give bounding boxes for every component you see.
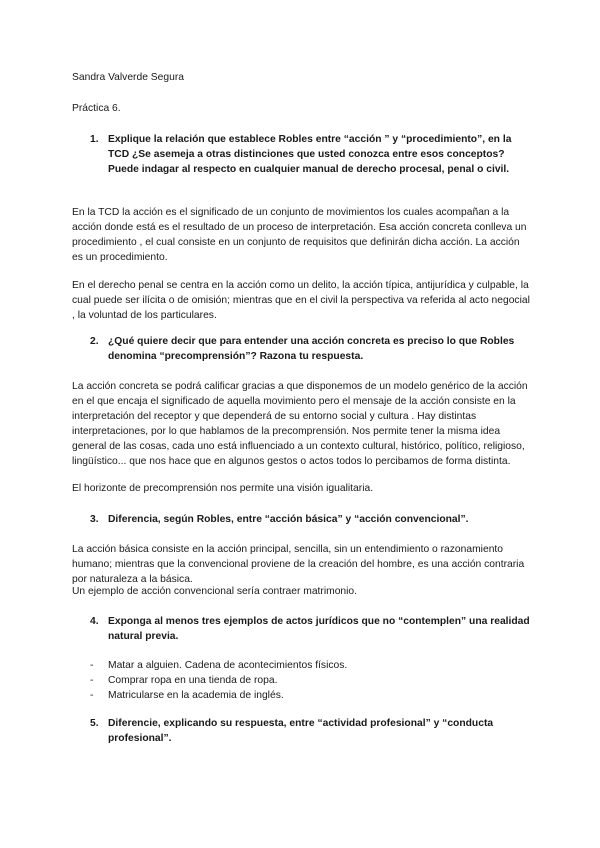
practice-title: Práctica 6. [72,103,121,114]
answer-4-list [90,658,530,703]
list-item-text: Matricularse en la academia de inglés. [108,690,284,701]
list-item [90,658,530,673]
list-item-text: Comprar ropa en una tienda de ropa. [108,675,278,686]
answer-1-paragraph-2: En el derecho penal se centra en la acción como un delito, la acción típica, antijurídica y culpable, la cual puede ser ilícita o de omisión; mientras que en el civil la perspectiva va referida al acto negocial , la voluntad de los particulares. [72,280,530,321]
answer-2-paragraph-1: La acción concreta se podrá calificar gracias a que disponemos de un modelo genérico de la acción en el que encaja el significado de aquella movimiento pero el mensaje de la acción consiste en la interpretación del receptor y que dependerá de su entorno social y cultura . Hay distintas interpretaciones, por lo que hablamos de la precomprensión. Nos permite tener la misma idea general de las cosas, cada uno está influenciado a un contexto cultural, histórico, político, religioso, lingüístico... que nos hace que en algunos gestos o actos todos lo percibamos de forma distinta. [72,381,528,467]
answer-1-paragraph-1: En la TCD la acción es el significado de un conjunto de movimientos los cuales acompañan a la acción donde está es el resultado de un proceso de interpretación. Esa acción concreta conlleva un procedimiento , el cual consiste en un conjunto de requisitos que definirán dicha acción. La acción es un procedimiento. [72,207,527,263]
question-number: 3. [90,514,99,525]
answer-3-paragraph-2: Un ejemplo de acción convencional sería contraer matrimonio. [72,586,358,597]
answer-3-paragraph-1: La acción básica consiste en la acción principal, sencilla, sin un entendimiento o razonamiento humano; mientras que la convencional proviene de la creación del hombre, es una acción contraria por naturaleza a la básica. [72,544,525,585]
question-text: Exponga al menos tres ejemplos de actos jurídicos que no “contemplen” una realidad natural previa. [108,616,530,642]
question-2 [90,334,530,364]
question-text: Diferencia, según Robles, entre “acción básica” y “acción convencional”. [108,514,469,525]
list-item [90,673,530,688]
list-item [90,688,530,703]
bullet-dash: - [90,660,94,671]
question-text: ¿Qué quiere decir que para entender una acción concreta es preciso lo que Robles denomina “precomprensión”? Razona tu respuesta. [108,336,515,362]
question-5 [90,716,530,746]
author-name: Sandra Valverde Segura [72,72,185,83]
question-3 [90,512,530,527]
answer-2-paragraph-2: El horizonte de precomprensión nos permite una visión igualitaria. [72,483,374,494]
question-number: 2. [90,336,99,347]
question-number: 4. [90,616,99,627]
bullet-dash: - [90,675,94,686]
question-number: 1. [90,134,99,145]
bullet-dash: - [90,690,94,701]
question-text: Explique la relación que establece Robles entre “acción ” y “procedimiento”, en la TCD ¿Se asemeja a otras distinciones que usted conozca entre esos conceptos? Puede indagar al respecto en cualquier manual de derecho procesal, penal o civil. [108,134,512,175]
question-4 [90,614,530,644]
question-number: 5. [90,718,99,729]
question-text: Diferencie, explicando su respuesta, entre “actividad profesional” y “conducta profesional”. [108,718,494,744]
list-item-text: Matar a alguien. Cadena de acontecimientos físicos. [108,660,348,671]
question-1 [90,132,530,177]
